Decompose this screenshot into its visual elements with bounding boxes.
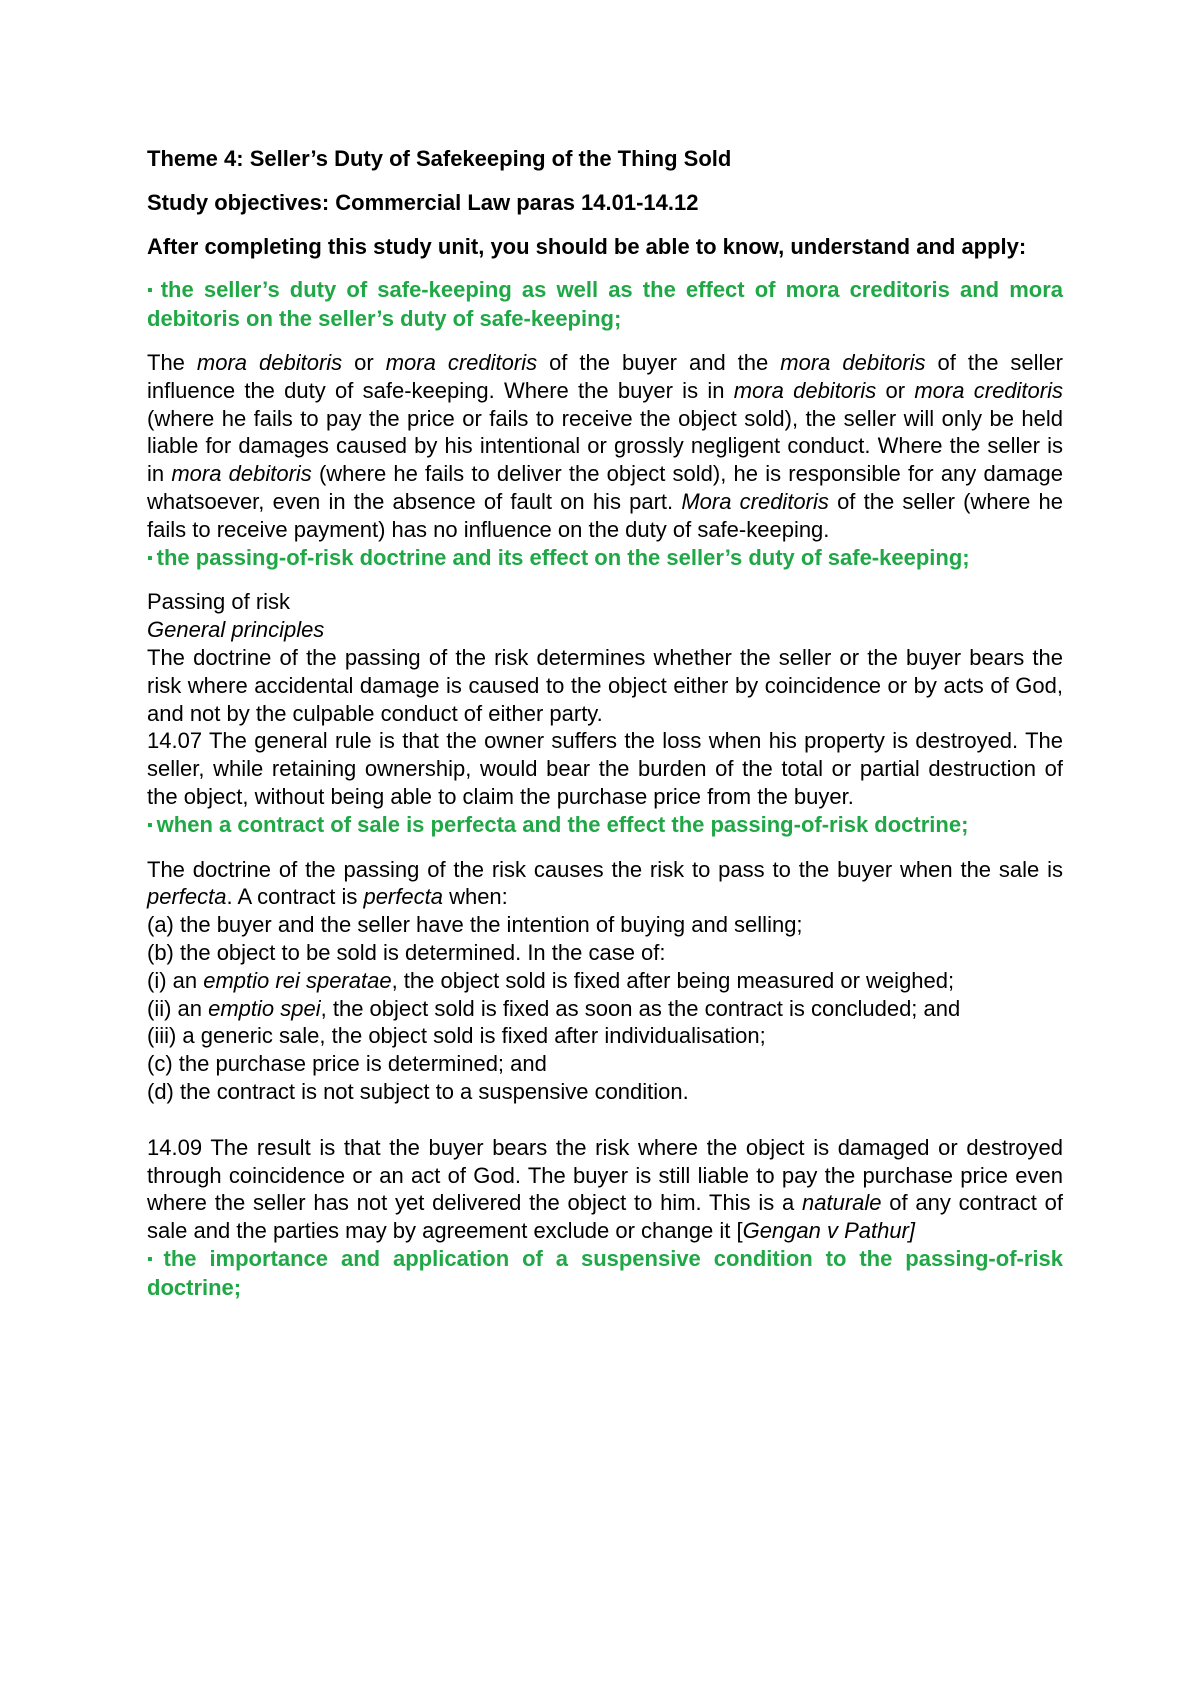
perfecta-conditions-list [147,911,1063,1106]
objective-item-3 [147,811,1063,840]
objective-text: the seller’s duty of safe-keeping as well as the effect of mora creditoris and mora debitoris on the seller’s duty of safe-keeping; [147,277,1063,332]
section-heading-passing-of-risk: Passing of risk [147,589,291,615]
subheading-general-principles: General principles [147,617,325,643]
perfecta-paragraph: The doctrine of the passing of the risk causes the risk to pass to the buyer when the sale is perfecta. A contract is perfecta when: [147,856,1063,910]
bullet-icon: ▪ [147,816,153,834]
objective-item-2 [147,544,1063,573]
study-objectives-line: Study objectives: Commercial Law paras 14.01-14.12 [147,189,699,215]
list-item: (d) the contract is not subject to a suspensive condition. [147,1078,689,1104]
document-title: Theme 4: Seller’s Duty of Safekeeping of the Thing Sold [147,146,732,171]
mora-paragraph: The mora debitoris or mora creditoris of the buyer and the mora debitoris of the seller influence the duty of safe-keeping. Where the buyer is in mora debitoris or mora creditoris (where he fails to pay the price or fails to receive the object sold), the seller will only be held liable for damages caused by his intentional or grossly negligent conduct. Where the seller is in mora debitoris (where he fails to deliver the object sold), he is responsible for any damage whatsoever, even in the absence of fault on his part. Mora creditoris of the seller (where he fails to receive payment) has no influence on the duty of safe-keeping. [147,349,1064,542]
paragraph-14-07: 14.07 The general rule is that the owner suffers the loss when his property is destroyed. The seller, while retaining ownership, would bear the burden of the total or partial destruction of the object, without being able to claim the purchase price from the buyer. [147,728,1063,809]
bullet-icon: ▪ [147,282,157,300]
bullet-icon: ▪ [147,1250,160,1268]
list-item: (iii) a generic sale, the object sold is fixed after individualisation; [147,1023,766,1049]
objective-item-4 [147,1245,1063,1302]
passing-risk-paragraph: The doctrine of the passing of the risk determines whether the seller or the buyer bears the risk where accidental damage is caused to the object either by coincidence or by acts of God, and not by the culpable conduct of either party. [147,644,1063,726]
list-item: (c) the purchase price is determined; and [147,1051,547,1077]
document-page [147,145,1063,1301]
objective-text: the passing-of-risk doctrine and its effect on the seller’s duty of safe-keeping; [156,544,970,570]
intro-text: After completing this study unit, you should be able to know, understand and apply: [147,233,1027,259]
objective-item-1 [147,276,1063,333]
list-item: (b) the object to be sold is determined. In the case of: [147,939,666,965]
list-item: (i) an emptio rei speratae, the object sold is fixed after being measured or weighed; [147,967,955,993]
list-item: (ii) an emptio spei, the object sold is fixed as soon as the contract is concluded; and [147,995,961,1021]
objective-text: when a contract of sale is perfecta and the effect the passing-of-risk doctrine; [156,811,969,837]
paragraph-14-09: 14.09 The result is that the buyer bears the risk where the object is damaged or destroyed through coincidence or an act of God. The buyer is still liable to pay the purchase price even where the seller has not yet delivered the object to him. This is a naturale of any contract of sale and the parties may by agreement exclude or change it [Gengan v Pathur] [147,1134,1064,1244]
list-item: (a) the buyer and the seller have the intention of buying and selling; [147,912,803,938]
objective-text: the importance and application of a suspensive condition to the passing-of-risk doctrine; [147,1245,1063,1300]
bullet-icon: ▪ [147,549,153,567]
